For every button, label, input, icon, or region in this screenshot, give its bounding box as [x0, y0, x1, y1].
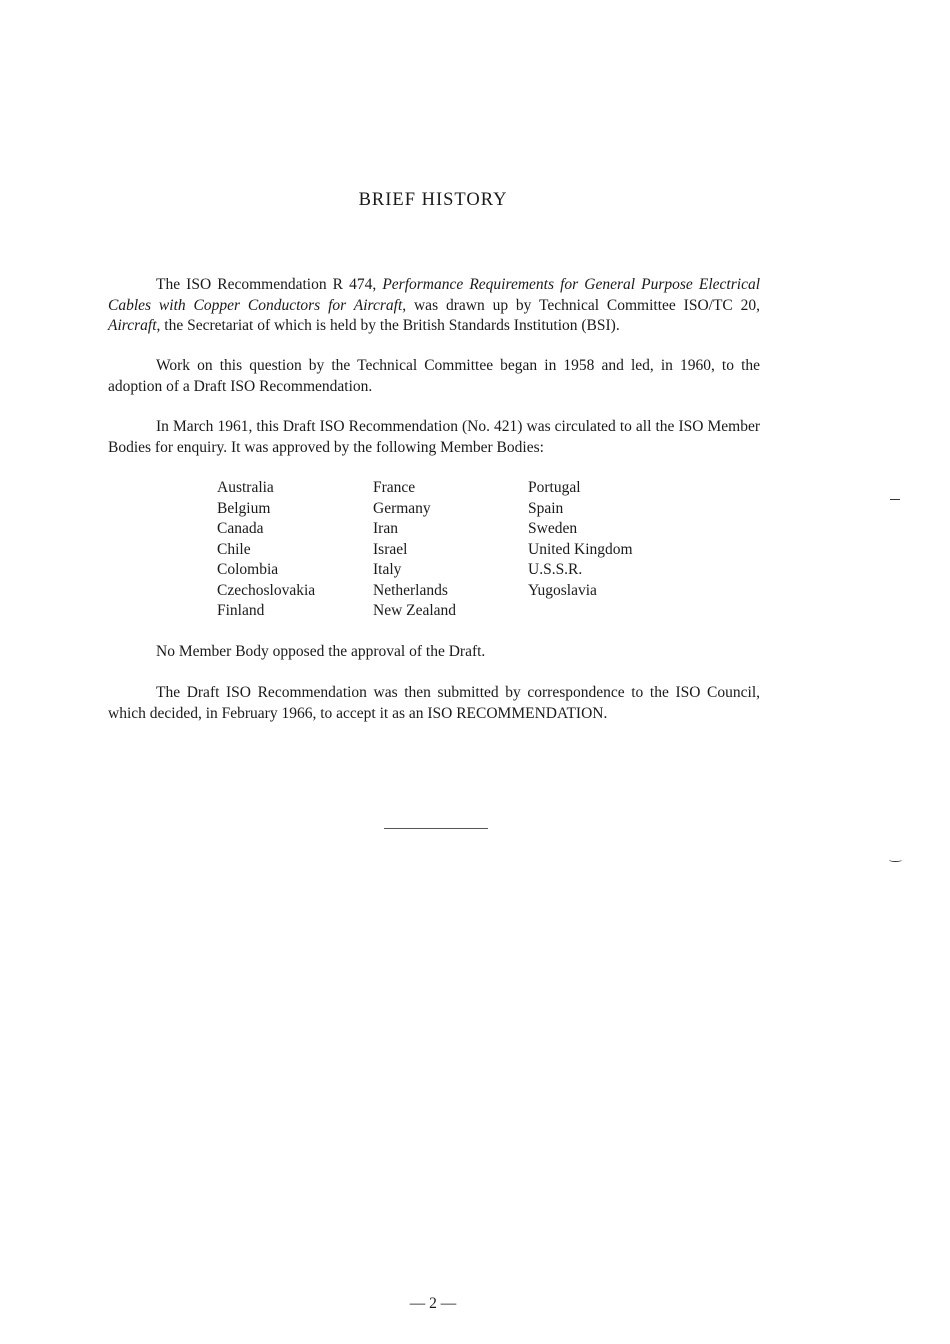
member-body: Belgium [217, 499, 271, 517]
member-body: Netherlands [373, 581, 448, 599]
member-bodies-column-2 [373, 478, 456, 622]
paragraph-circulation-text: In March 1961, this Draft ISO Recommendation (No. 421) was circulated to all the ISO Member Bodies for enquiry. It was approved by the following Member Bodies: [108, 418, 760, 456]
paragraph-origin-middle: , was drawn up by Technical Committee ISO/TC 20, [402, 296, 760, 314]
member-body: Colombia [217, 561, 279, 578]
member-body: Spain [528, 499, 564, 517]
member-body: Yugoslavia [528, 581, 597, 599]
paragraph-acceptance [108, 683, 760, 724]
member-body: U.S.S.R. [528, 561, 583, 578]
paragraph-circulation [108, 417, 760, 458]
recommendation-title: Performance Requirements for General Purpose Electrical Cables with Copper Conductors for Aircraft [108, 276, 761, 314]
paragraph-work [108, 356, 760, 397]
margin-mark [889, 858, 902, 862]
member-bodies-column-1 [217, 478, 315, 622]
paragraph-work-text: Work on this question by the Technical Committee began in 1958 and led, in 1960, to the adoption of a Draft ISO Recommendation. [108, 357, 760, 395]
member-bodies-column-3 [528, 478, 633, 601]
member-body: Sweden [528, 520, 578, 537]
member-body: Portugal [528, 479, 581, 496]
member-body: Finland [217, 602, 265, 619]
paragraph-origin-suffix: , the Secretariat of which is held by the British Standards Institution (BSI). [156, 317, 620, 334]
page-title: BRIEF HISTORY [358, 190, 508, 210]
member-body: Australia [217, 479, 274, 496]
paragraph-origin-prefix: The ISO Recommendation R 474, [156, 276, 383, 293]
member-body: Chile [217, 540, 251, 558]
committee-name: Aircraft [108, 317, 157, 334]
margin-mark [890, 499, 900, 500]
member-body: United Kingdom [528, 540, 633, 558]
member-body: New Zealand [373, 602, 457, 619]
member-body: Germany [373, 499, 431, 517]
member-body: Czechoslovakia [217, 581, 316, 599]
paragraph-acceptance-text: The Draft ISO Recommendation was then submitted by correspondence to the ISO Council, which decided, in February 1966, to accept it as an ISO RECOMMENDATION. [108, 684, 760, 722]
member-body: Israel [373, 540, 408, 558]
page-number: — 2 — [409, 1295, 457, 1312]
paragraph-opposition-text: No Member Body opposed the approval of the Draft. [156, 643, 486, 660]
member-body: Canada [217, 520, 264, 537]
member-body: Iran [373, 520, 398, 537]
member-body: Italy [373, 561, 402, 578]
paragraph-opposition [108, 642, 760, 663]
paragraph-origin [108, 275, 760, 337]
member-body: France [373, 479, 416, 496]
section-divider [384, 828, 488, 829]
